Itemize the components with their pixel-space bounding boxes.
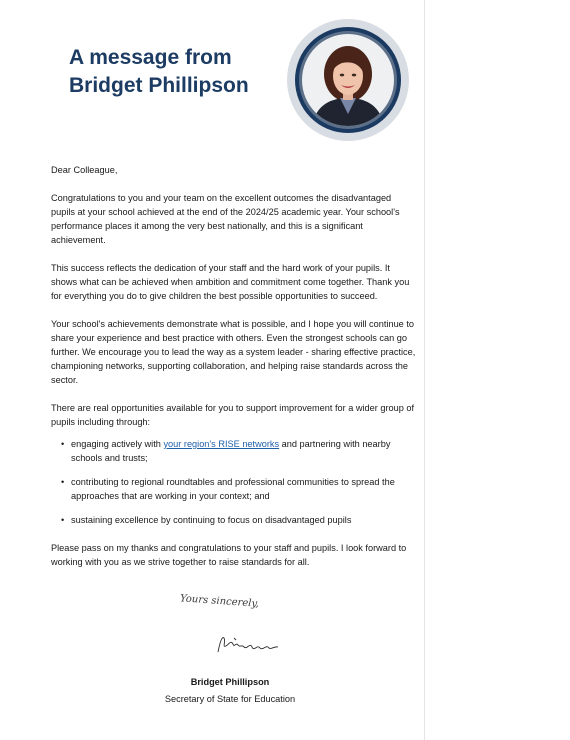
rise-networks-link[interactable]: your region's RISE networks bbox=[163, 439, 280, 449]
paragraph-thanks: Please pass on my thanks and congratulations to your staff and pupils. I look forward to working with you as we strive together to raise standards for all. bbox=[51, 543, 407, 567]
paragraph-achievements: Your school's achievements demonstrate what is possible, and I hope you will continue to share your experience and best practice with others. Even the strongest schools can go further. We encourage you to lead the way as a system leader - sharing effective practice, championing networks, supporting collaboration, and helping raise standards across the sector. bbox=[51, 319, 416, 385]
paragraph-opportunities: There are real opportunities available for you to support improvement for a wider group of pupils including through: bbox=[51, 403, 415, 427]
title-line-2: Bridget Phillipson bbox=[69, 74, 249, 97]
bullet-text-start: engaging actively with bbox=[71, 439, 164, 449]
letter-body bbox=[51, 163, 416, 583]
opportunity-list bbox=[51, 437, 416, 527]
signatory-name: Bridget Phillipson bbox=[190, 677, 270, 687]
title-line-1: A message from bbox=[69, 46, 232, 69]
portrait-photo bbox=[302, 34, 394, 126]
paragraph-success: This success reflects the dedication of your staff and the hard work of your pupils. It shows what can be achieved when ambition and commitment come together. Thank you for everything you do to give children the best possible opportunities to succeed. bbox=[51, 263, 410, 301]
paragraph-congratulations: Congratulations to you and your team on the excellent outcomes the disadvantaged pupils at your school achieved at the end of the 2024/25 academic year. Your school's performance places it among the very best nationally, and this is a significant achievement. bbox=[51, 193, 400, 245]
page-title bbox=[69, 44, 249, 100]
signatory-role: Secretary of State for Education bbox=[164, 694, 296, 704]
list-item: • contributing to regional roundtables and professional communities to spread the approaches that are working in your context; and bbox=[71, 475, 416, 503]
page-divider bbox=[424, 0, 425, 740]
list-item bbox=[71, 437, 416, 465]
list-item: • sustaining excellence by continuing to focus on disadvantaged pupils bbox=[71, 513, 416, 527]
bullet-text-end: and partnering with nearby schools and trusts; bbox=[71, 439, 391, 463]
salutation: Dear Colleague, bbox=[51, 165, 118, 175]
handwritten-signature bbox=[214, 632, 284, 658]
signoff-handwritten: Yours sincerely, bbox=[179, 593, 260, 610]
author-portrait bbox=[287, 19, 409, 141]
